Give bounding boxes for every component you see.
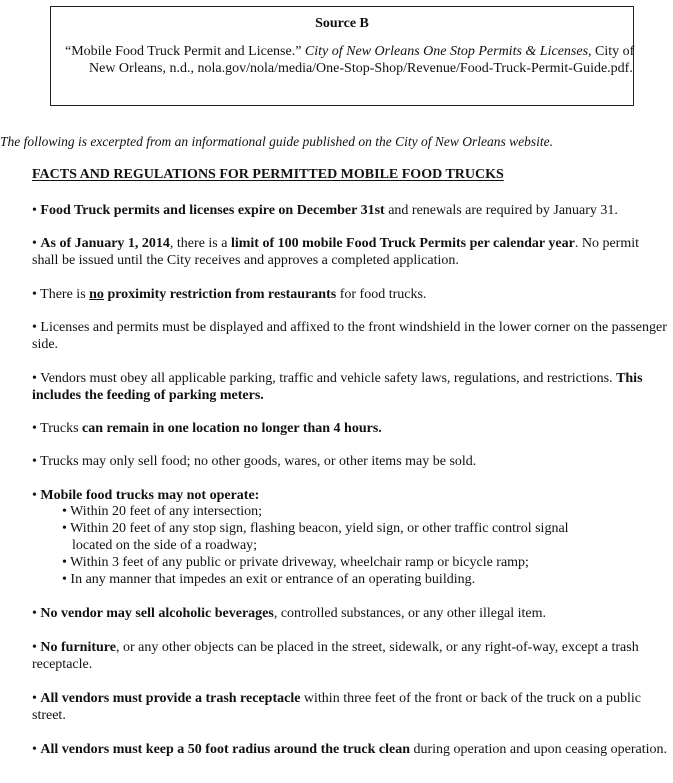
citation-text: “Mobile Food Truck Permit and License.” [65, 44, 305, 59]
rule-item: • Mobile food trucks may not operate: [32, 488, 260, 503]
rule-item: • There is no proximity restriction from restaurants for food trucks. [32, 287, 427, 302]
rule-item: • All vendors must provide a trash receptacle within three feet of the front or back of the truck on a public street. [32, 691, 641, 723]
source-title: Source B [315, 16, 369, 31]
sub-list-item: • In any manner that impedes an exit or entrance of an operating building. [62, 572, 476, 587]
rule-item: • Trucks can remain in one location no longer than 4 hours. [32, 421, 382, 436]
section-heading: FACTS AND REGULATIONS FOR PERMITTED MOBILE FOOD TRUCKS [32, 167, 504, 182]
rule-item: • No vendor may sell alcoholic beverages, controlled substances, or any other illegal item. [32, 606, 546, 621]
sub-list-item: • Within 3 feet of any public or private driveway, wheelchair ramp or bicycle ramp; [62, 555, 529, 570]
rule-item: • Trucks may only sell food; no other goods, wares, or other items may be sold. [32, 454, 477, 469]
intro-text: The following is excerpted from an informational guide published on the City of New Orleans website. [0, 134, 553, 149]
source-box [50, 6, 634, 106]
citation-publication: City of New Orleans One Stop Permits & Licenses [304, 44, 589, 59]
sub-list-item: • Within 20 feet of any stop sign, flashing beacon, yield sign, or other traffic control signal located on the side of a roadway; [62, 521, 569, 553]
rule-item: • Vendors must obey all applicable parking, traffic and vehicle safety laws, regulations, and restrictions. This includes the feeding of parking meters. [32, 371, 643, 403]
rule-item: • Food Truck permits and licenses expire on December 31st and renewals are required by January 31. [32, 203, 618, 218]
rule-item: • All vendors must keep a 50 foot radius around the truck clean during operation and upon ceasing operation. [32, 742, 667, 757]
rule-item: • No furniture, or any other objects can be placed in the street, sidewalk, or any right-of-way, except a trash receptacle. [32, 640, 639, 672]
sub-list-item: • Within 20 feet of any intersection; [62, 504, 263, 519]
sub-list [62, 503, 602, 588]
citation [65, 43, 645, 77]
rule-item: • Licenses and permits must be displayed and affixed to the front windshield in the lower corner on the passenger side. [32, 320, 667, 352]
citation-details: , City of New Orleans, n.d., nola.gov/nola/media/One-Stop-Shop/Revenue/Food-Truck-Permit-Guide.pdf. [89, 44, 635, 76]
rule-item: • As of January 1, 2014, there is a limit of 100 mobile Food Truck Permits per calendar year. No permit shall be issued until the City receives and approves a completed application. [32, 236, 639, 268]
